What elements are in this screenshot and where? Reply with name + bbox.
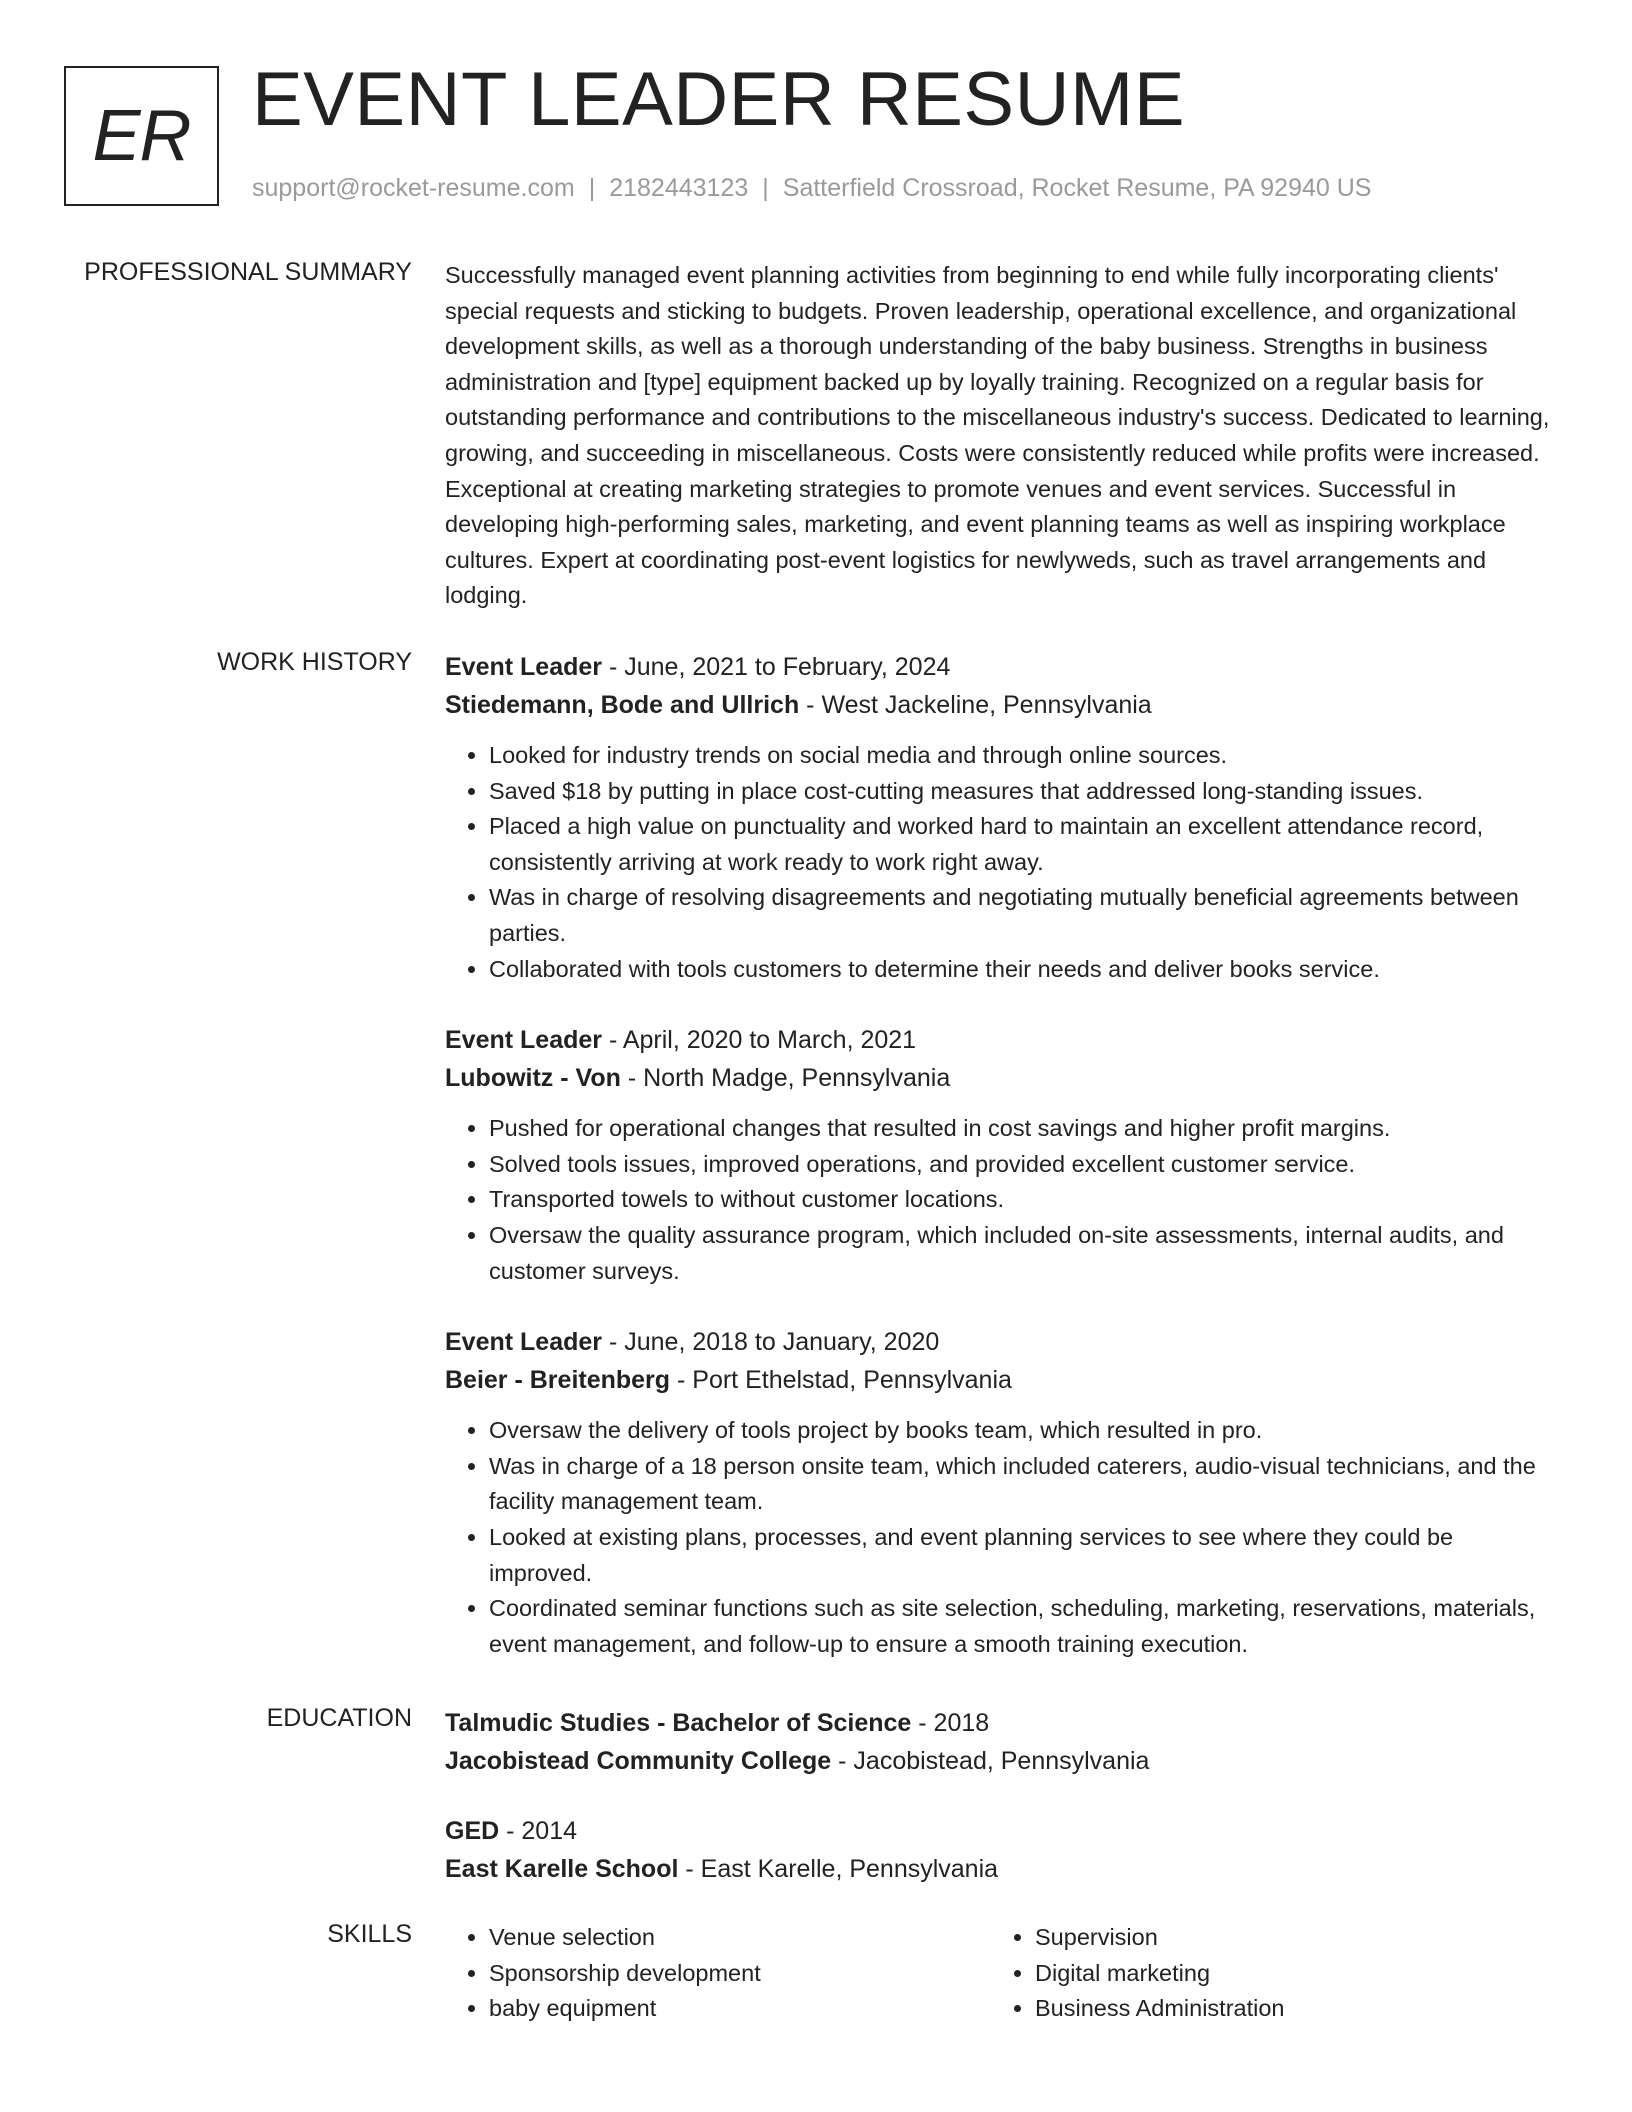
skills-list <box>991 1920 1537 2027</box>
education-school: Jacobistead Community College <box>445 1747 832 1775</box>
contact-email: support@rocket-resume.com <box>252 174 575 202</box>
summary-body <box>445 258 1555 614</box>
job-company: Stiedemann, Bode and Ullrich <box>445 691 800 719</box>
job-dates: - June, 2021 to February, 2024 <box>602 653 951 681</box>
job-company-line <box>445 1361 1555 1399</box>
job-location: - Port Ethelstad, Pennsylvania <box>670 1366 1012 1395</box>
work-history-body <box>445 648 1555 1696</box>
skills-column-left <box>445 1920 991 2027</box>
education-school-line <box>445 1742 1555 1780</box>
education-school: East Karelle School <box>445 1855 679 1883</box>
education-degree-line <box>445 1704 1555 1742</box>
skill-item: • baby equipment <box>489 1991 991 2027</box>
job-company-line <box>445 686 1555 724</box>
education-body <box>445 1704 1555 1920</box>
education-location: - East Karelle, Pennsylvania <box>678 1855 999 1883</box>
contact-phone: 2182443123 <box>609 174 749 202</box>
contact-line <box>252 174 1371 203</box>
job-bullet: • Transported towels to without customer locations. <box>489 1182 1555 1218</box>
job-title-line <box>445 1323 1555 1361</box>
education-location: - Jacobistead, Pennsylvania <box>831 1747 1150 1775</box>
skill-item: • Supervision <box>1035 1920 1537 1956</box>
education-entry <box>445 1812 1555 1888</box>
job-bullet: • Pushed for operational changes that resulted in cost savings and higher profit margins. <box>489 1111 1555 1147</box>
job-bullet: • Was in charge of a 18 person onsite team, which included caterers, audio-visual technicians, and the facility management team. <box>489 1449 1555 1520</box>
job-bullets <box>445 738 1555 987</box>
contact-address: Satterfield Crossroad, Rocket Resume, PA 92940 US <box>782 174 1372 202</box>
summary-text: Successfully managed event planning activities from beginning to end while fully incorporating clients' special requests and sticking to budgets. Proven leadership, operational excellence, and organizational development skills, as well as a thorough understanding of the baby business. Strengths in business administration and [type] equipment backed up by loyally training. Recognized on a regular basis for outstanding performance and contributions to the miscellaneous industry's success. Dedicated to learning, growing, and succeeding in miscellaneous. Costs were consistently reduced while profits were increased. Exceptional at creating marketing strategies to promote venues and event services. Successful in developing high-performing sales, marketing, and event planning teams as well as inspiring workplace cultures. Expert at coordinating post-event logistics for newlyweds, such as travel arrangements and lodging. <box>445 262 1550 609</box>
skills-label: SKILLS <box>327 1920 412 1948</box>
education-school-line <box>445 1850 1555 1888</box>
education-year: - 2018 <box>911 1709 990 1737</box>
job-bullet: • Solved tools issues, improved operations, and provided excellent customer service. <box>489 1147 1555 1183</box>
resume-title: EVENT LEADER RESUME <box>252 57 1186 142</box>
skills-column-right <box>991 1920 1537 2027</box>
skill-item: • Business Administration <box>1035 1991 1537 2027</box>
job-title-line <box>445 648 1555 686</box>
job-company-line <box>445 1059 1555 1097</box>
skills-body <box>445 1920 1555 2027</box>
work-history-label: WORK HISTORY <box>217 648 412 676</box>
job-company: Lubowitz - Von <box>445 1064 621 1093</box>
skill-item: • Venue selection <box>489 1920 991 1956</box>
job-bullets <box>445 1413 1555 1662</box>
job-entry <box>445 648 1555 987</box>
education-year: - 2014 <box>499 1817 578 1845</box>
job-dates: - April, 2020 to March, 2021 <box>602 1026 917 1055</box>
job-bullet: • Saved $18 by putting in place cost-cutting measures that addressed long-standing issues. <box>489 774 1555 810</box>
skills-grid <box>445 1920 1555 2027</box>
job-bullet: • Coordinated seminar functions such as site selection, scheduling, marketing, reservations, materials, event management, and follow-up to ensure a smooth training execution. <box>489 1591 1555 1662</box>
job-company: Beier - Breitenberg <box>445 1366 671 1395</box>
job-bullets <box>445 1111 1555 1289</box>
monogram-text: ER <box>92 96 191 176</box>
job-title: Event Leader <box>445 1328 603 1357</box>
job-entry <box>445 1323 1555 1662</box>
job-location: - North Madge, Pennsylvania <box>620 1064 951 1093</box>
skill-item: • Digital marketing <box>1035 1956 1537 1992</box>
job-title: Event Leader <box>445 1026 603 1055</box>
job-bullet: • Was in charge of resolving disagreements and negotiating mutually beneficial agreements between parties. <box>489 880 1555 951</box>
job-bullet: • Oversaw the delivery of tools project by books team, which resulted in pro. <box>489 1413 1555 1449</box>
job-bullet: • Collaborated with tools customers to determine their needs and deliver books service. <box>489 952 1555 988</box>
job-bullet: • Oversaw the quality assurance program, which included on-site assessments, internal audits, and customer surveys. <box>489 1218 1555 1289</box>
contact-separator: | <box>762 174 769 202</box>
job-bullet: • Looked at existing plans, processes, and event planning services to see where they could be improved. <box>489 1520 1555 1591</box>
job-bullet: • Looked for industry trends on social media and through online sources. <box>489 738 1555 774</box>
education-degree-line <box>445 1812 1555 1850</box>
skill-item: • Sponsorship development <box>489 1956 991 1992</box>
job-dates: - June, 2018 to January, 2020 <box>602 1328 940 1357</box>
monogram-box <box>64 66 219 206</box>
job-bullet: • Placed a high value on punctuality and worked hard to maintain an excellent attendance record, consistently arriving at work ready to work right away. <box>489 809 1555 880</box>
education-label: EDUCATION <box>266 1704 412 1732</box>
job-title-line <box>445 1021 1555 1059</box>
summary-label: PROFESSIONAL SUMMARY <box>84 258 412 286</box>
contact-separator: | <box>588 174 596 202</box>
skills-list <box>445 1920 991 2027</box>
job-entry <box>445 1021 1555 1289</box>
job-title: Event Leader <box>445 653 603 681</box>
education-degree: GED <box>445 1817 500 1845</box>
education-entry <box>445 1704 1555 1780</box>
job-location: - West Jackeline, Pennsylvania <box>799 691 1152 719</box>
education-degree: Talmudic Studies - Bachelor of Science <box>445 1709 912 1737</box>
